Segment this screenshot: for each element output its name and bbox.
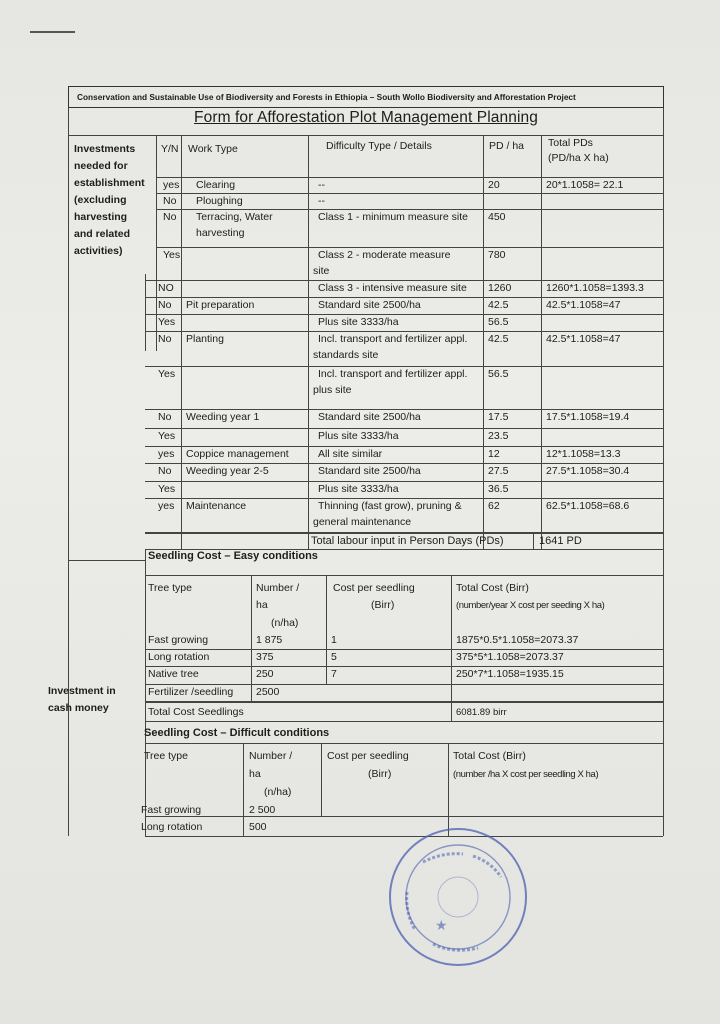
easy-row-total: 1875*0.5*1.1058=2073.37 [456,634,579,646]
row-diff: Standard site 2500/ha [318,411,421,423]
grid-line [533,532,534,549]
row-total: 20*1.1058= 22.1 [546,179,624,191]
row-diff: Incl. transport and fertilizer appl. [318,368,468,380]
row-pd: 36.5 [488,483,509,495]
grid-line [145,428,663,429]
row-total: 42.5*1.1058=47 [546,333,621,345]
grid-line [243,743,244,836]
row-work: Weeding year 1 [186,411,260,423]
grid-line [156,177,663,178]
easy-total-value: 6081.89 birr [456,707,507,718]
row-diff: All site similar [318,448,383,460]
row-total: 1260*1.1058=1393.3 [546,282,644,294]
row-pd: 27.5 [488,465,509,477]
row-yn: NO [158,282,174,294]
row-diff2: standards site [313,349,379,361]
row-yn: yes [158,448,175,460]
row-diff: -- [318,179,325,191]
grid-line [145,549,146,836]
easy-row-num: 2500 [256,686,280,698]
difficult-header-total-1: Total Cost (Birr) [453,750,526,762]
row-pd: 56.5 [488,316,509,328]
grid-line [145,463,663,464]
easy-total-label: Total Cost Seedlings [148,706,244,718]
row-pd: 23.5 [488,430,509,442]
row-diff: Class 3 - intensive measure site [318,282,467,294]
grid-line [145,331,663,332]
easy-header-number-3: (n/ha) [271,617,299,629]
row-total: 12*1.1058=13.3 [546,448,621,460]
row-work: Ploughing [196,195,243,207]
row-work: Pit preparation [186,299,255,311]
grid-line [145,575,663,576]
row-diff: Class 2 - moderate measure [318,249,451,261]
official-stamp [383,822,533,972]
row-work: Clearing [196,179,236,191]
row-diff: Plus site 3333/ha [318,483,399,495]
row-yn: No [158,333,172,345]
row-work: Coppice management [186,448,289,460]
easy-header-total-1: Total Cost (Birr) [456,582,529,594]
difficult-row-num: 2 500 [249,804,276,816]
easy-row-num: 375 [256,651,274,663]
col-header-pd: PD / ha [489,140,525,152]
row-yn: No [158,299,172,311]
row-work: Terracing, Water [196,211,273,223]
grid-line [145,649,663,650]
grid-line [251,575,252,701]
row-diff2: general maintenance [313,516,412,528]
label-line: establishment [74,177,145,189]
easy-header-number-1: Number / [256,582,300,594]
grid-line [145,684,663,685]
difficult-header-cost-2: (Birr) [368,768,392,780]
row-pd: 56.5 [488,368,509,380]
grid-line [541,135,542,549]
difficult-header-number-1: Number / [249,750,293,762]
col-header-total-2: (PD/ha X ha) [548,152,609,164]
easy-row-tree: Fertilizer /seedling [148,686,234,698]
label-line: needed for [74,160,128,172]
col-header-total-1: Total PDs [548,137,593,149]
grid-line [308,135,309,549]
easy-header-total-2: (number/year X cost per seeding X ha) [456,600,605,611]
grid-line [181,135,182,549]
easy-row-num: 250 [256,668,274,680]
col-header-work: Work Type [188,143,238,155]
row-yn: Yes [158,316,176,328]
difficult-row-tree: Long rotation [141,821,203,833]
row-yn: No [163,211,177,223]
section-label-cash [48,683,116,717]
row-pd: 450 [488,211,506,223]
row-pd: 20 [488,179,500,191]
easy-row-total: 250*7*1.1058=1935.15 [456,668,564,680]
row-diff: Thinning (fast grow), pruning & [318,500,462,512]
row-pd: 62 [488,500,500,512]
difficult-header-number-3: (n/ha) [264,786,292,798]
row-pd: 1260 [488,282,512,294]
grid-line [145,532,663,534]
row-work2: harvesting [196,227,245,239]
label-line: harvesting [74,211,128,223]
row-diff2: site [313,265,330,277]
col-header-yn: Y/N [161,143,179,155]
corner-mark [30,31,75,33]
row-yn: No [158,465,172,477]
label-line: Investments [74,143,136,155]
grid-line [145,666,663,667]
row-work: Weeding year 2-5 [186,465,269,477]
row-diff: Plus site 3333/ha [318,430,399,442]
difficult-header-tree: Tree type [144,750,188,762]
row-diff: Standard site 2500/ha [318,299,421,311]
grid-line [145,274,146,351]
row-yn: No [158,411,172,423]
grid-line [145,366,663,367]
row-work: Maintenance [186,500,247,512]
row-total: 62.5*1.1058=68.6 [546,500,630,512]
grid-line [663,108,664,836]
easy-row-tree: Long rotation [148,651,210,663]
row-total: 17.5*1.1058=19.4 [546,411,630,423]
easy-header-number-2: ha [256,599,268,611]
easy-row-cost: 1 [331,634,337,646]
row-pd: 42.5 [488,299,509,311]
difficult-header-total-2: (number /ha X cost per seedling X ha) [453,769,599,780]
section-label-investments [74,141,145,260]
grid-line [321,743,322,816]
label-line: Investment in [48,685,116,697]
difficult-header-cost-1: Cost per seedling [327,750,409,762]
label-line: activities) [74,245,123,257]
grid-line [145,481,663,482]
grid-line [145,297,663,298]
grid-line [68,108,69,836]
easy-row-total: 375*5*1.1058=2073.37 [456,651,564,663]
row-yn: Yes [158,430,176,442]
row-yn: yes [158,500,175,512]
form-title: Form for Afforestation Plot Management Planning [194,109,538,126]
row-diff: Incl. transport and fertilizer appl. [318,333,468,345]
grid-line [145,446,663,447]
row-diff2: plus site [313,384,352,396]
project-header: Conservation and Sustainable Use of Biodiversity and Forests in Ethiopia – South Wollo Biodiversity and Afforestation Project [68,86,664,108]
easy-row-num: 1 875 [256,634,283,646]
row-total: 42.5*1.1058=47 [546,299,621,311]
grid-line [156,247,663,248]
row-work: Planting [186,333,224,345]
row-yn: Yes [163,249,181,261]
grid-line [145,280,663,281]
grid-line [145,314,663,315]
difficult-header-number-2: ha [249,768,261,780]
row-diff: Plus site 3333/ha [318,316,399,328]
easy-row-cost: 7 [331,668,337,680]
difficult-row-num: 500 [249,821,267,833]
label-line: (excluding [74,194,127,206]
difficult-seedling-title: Seedling Cost – Difficult conditions [144,727,330,739]
easy-row-tree: Fast growing [148,634,209,646]
svg-text:★: ★ [435,918,448,934]
label-line: cash money [48,702,109,714]
row-pd: 17.5 [488,411,509,423]
easy-row-tree: Native tree [148,668,199,680]
grid-line [145,816,663,817]
afforestation-form [48,86,664,841]
row-pd: 780 [488,249,506,261]
row-yn: No [163,195,177,207]
row-pd: 42.5 [488,333,509,345]
difficult-row-tree: Fast growing [141,804,202,816]
row-pd: 12 [488,448,500,460]
easy-header-cost-1: Cost per seedling [333,582,415,594]
grid-line [145,498,663,499]
row-yn: yes [163,179,180,191]
grid-line [145,409,663,410]
grid-line [68,135,664,136]
grid-line [145,701,663,703]
easy-header-tree: Tree type [148,582,192,594]
grid-line [156,193,663,194]
total-labour-value: 1641 PD [539,535,582,547]
grid-line [326,575,327,684]
row-yn: Yes [158,368,176,380]
row-yn: Yes [158,483,176,495]
grid-line [156,209,663,210]
row-diff: Class 1 - minimum measure site [318,211,468,223]
grid-line [451,701,452,721]
label-line: and related [74,228,131,240]
grid-line [145,743,663,744]
easy-seedling-title: Seedling Cost – Easy conditions [148,550,318,562]
easy-header-cost-2: (Birr) [371,599,395,611]
row-diff: -- [318,195,325,207]
col-header-difficulty: Difficulty Type / Details [326,140,432,152]
total-labour-label: Total labour input in Person Days (PDs) [311,535,504,547]
grid-line [145,721,663,722]
grid-line [483,135,484,549]
row-diff: Standard site 2500/ha [318,465,421,477]
grid-line [68,560,145,561]
easy-row-cost: 5 [331,651,337,663]
row-total: 27.5*1.1058=30.4 [546,465,630,477]
grid-line [451,575,452,701]
grid-line [156,135,157,351]
